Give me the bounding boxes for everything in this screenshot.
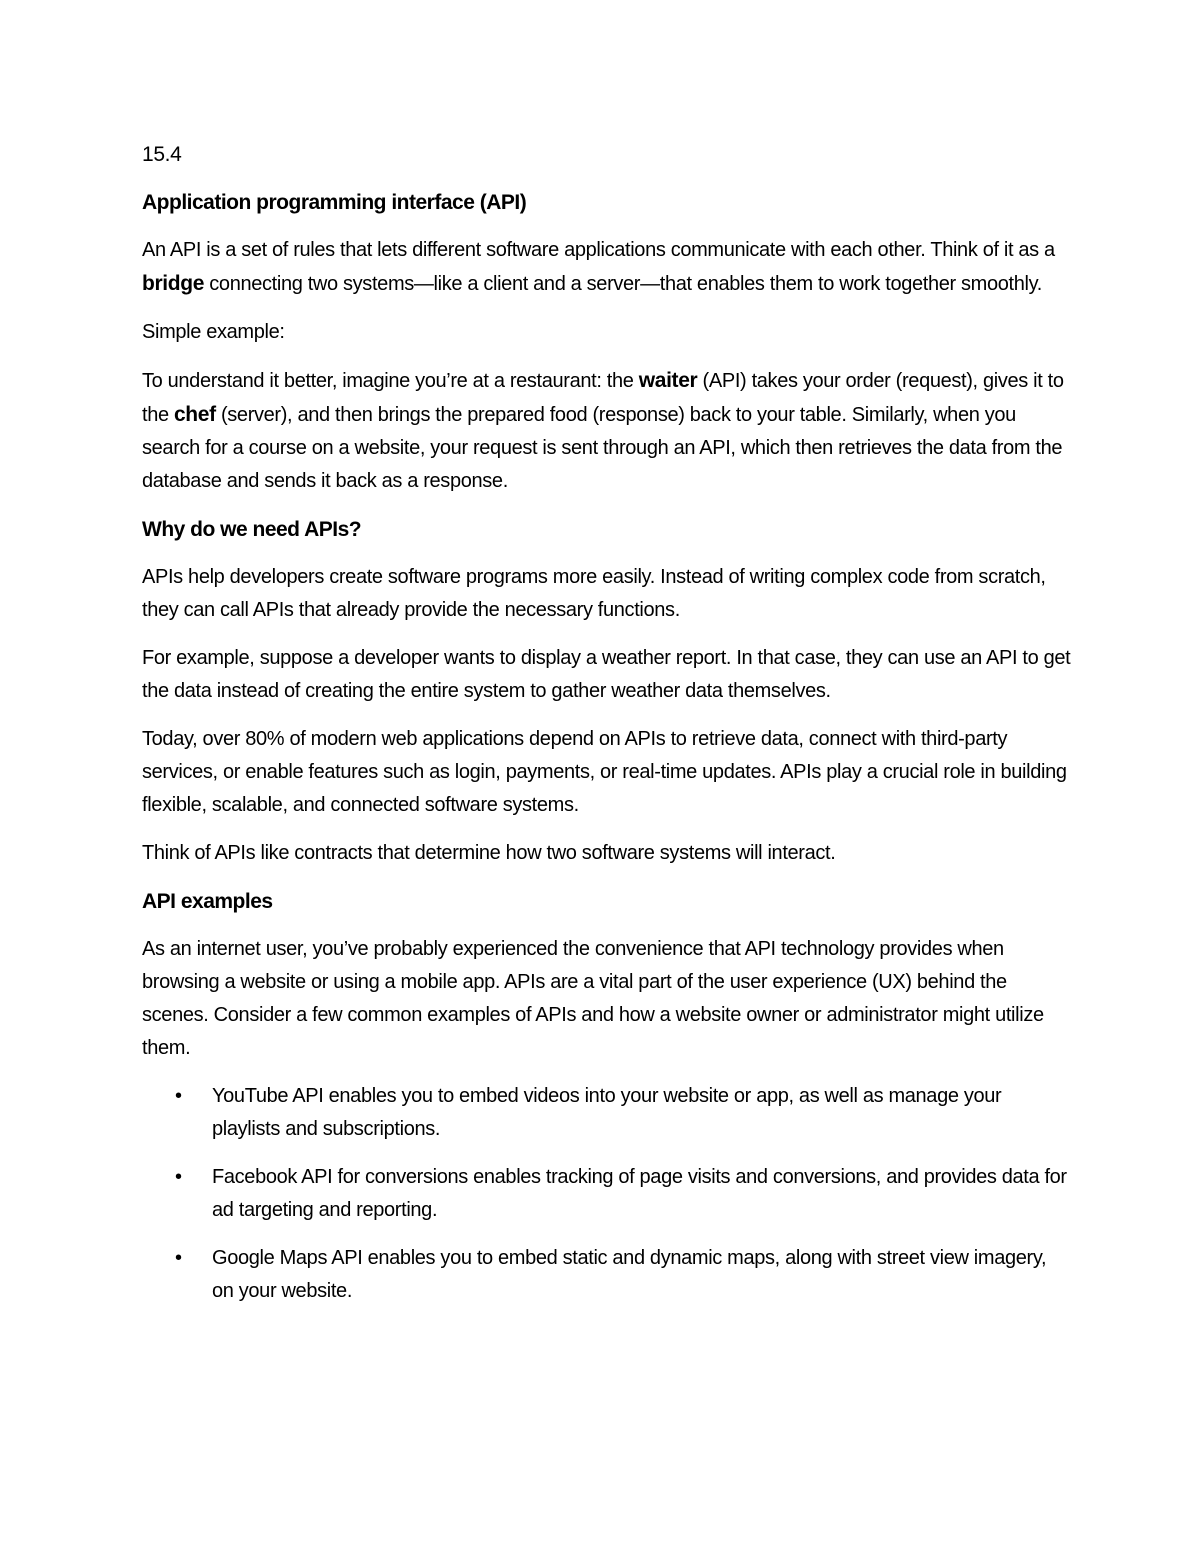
why-heading: Why do we need APIs? (142, 518, 362, 541)
list-item-text: Facebook API for conversions enables tracking of page visits and conversions, and provides data for ad targeting and reporting. (212, 1166, 1067, 1221)
intro-text-after: connecting two systems—like a client and a server—that enables them to work together smoothly. (204, 273, 1042, 295)
restaurant-text-3: (server), and then brings the prepared food (response) back to your table. Similarly, when you search for a course on a website, your request is sent through an API, which then retrieves the data from the database and sends it back as a response. (142, 404, 1063, 492)
bullet-icon: • (175, 1247, 182, 1269)
examples-heading: API examples (142, 890, 273, 913)
examples-intro: As an internet user, you’ve probably experienced the convenience that API technology provides when browsing a website or using a mobile app. APIs are a vital part of the user experience (UX) behind the scenes. Consider a few common examples of APIs and how a website owner or administrator might utilize them. (142, 938, 1044, 1059)
page-title: Application programming interface (API) (142, 191, 527, 214)
intro-bold-bridge: bridge (142, 272, 205, 295)
why-paragraph-3: Today, over 80% of modern web applications depend on APIs to retrieve data, connect with third-party services, or enable features such as login, payments, or real-time updates. APIs play a crucial role in building flexible, scalable, and connected software systems. (142, 728, 1067, 816)
restaurant-bold-chef: chef (173, 403, 216, 426)
why-paragraph-1: APIs help developers create software programs more easily. Instead of writing complex code from scratch, they can call APIs that already provide the necessary functions. (142, 566, 1046, 621)
restaurant-text-2: (API) takes your order (request), gives it to the (142, 370, 1064, 426)
section-number: 15.4 (142, 143, 182, 166)
list-item-text: Google Maps API enables you to embed static and dynamic maps, along with street view imagery, on your website. (212, 1247, 1047, 1302)
document-page (142, 138, 1072, 1323)
intro-paragraph (142, 234, 1072, 301)
restaurant-text-1: To understand it better, imagine you’re at a restaurant: the (142, 370, 639, 392)
why-paragraph-4: Think of APIs like contracts that determine how two software systems will interact. (142, 842, 836, 864)
list-item-text: YouTube API enables you to embed videos into your website or app, as well as manage your playlists and subscriptions. (212, 1085, 1002, 1140)
intro-text-before: An API is a set of rules that lets different software applications communicate with each other. Think of it as a (142, 239, 1055, 261)
bullet-icon: • (175, 1166, 182, 1188)
list-item (142, 1080, 1072, 1146)
why-paragraph-2: For example, suppose a developer wants to display a weather report. In that case, they can use an API to get the data instead of creating the entire system to gather weather data themselves. (142, 647, 1071, 702)
list-item (142, 1161, 1072, 1227)
restaurant-paragraph (142, 364, 1072, 498)
list-item (142, 1242, 1072, 1308)
bullet-icon: • (175, 1085, 182, 1107)
examples-list (142, 1080, 1072, 1308)
simple-example-label: Simple example: (142, 321, 285, 343)
restaurant-bold-waiter: waiter (638, 369, 698, 392)
